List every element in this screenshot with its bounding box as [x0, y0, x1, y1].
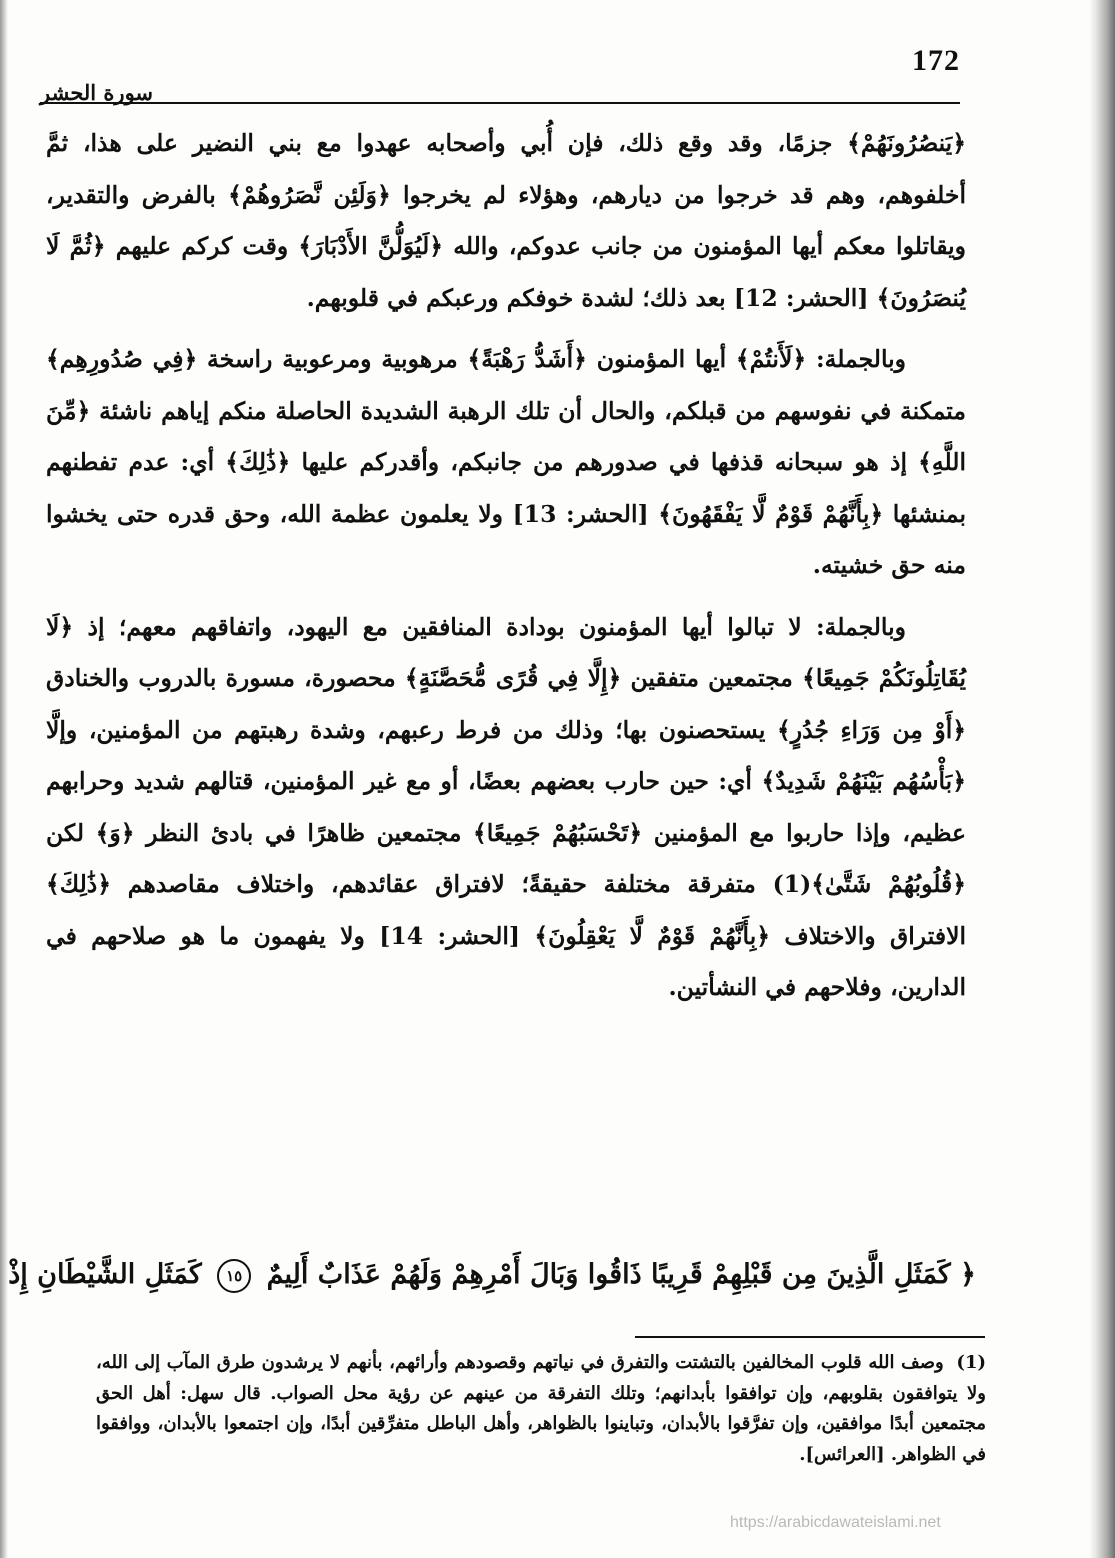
footnote-marker: (1)	[956, 1352, 986, 1373]
paragraph-2: وبالجملة: ﴿لَأَنتُمْ﴾ أيها المؤمنون ﴿أَشَدُّ رَهْبَةً﴾ مرهوبية ومرعوبية راسخة ﴿فِي صُدُورِهِم﴾ متمكنة في نفوسهم من قبلكم، والحال أن تلك الرهبة الشديدة الحاصلة منكم إياهم ناشئة ﴿مِّنَ اللَّهِ﴾ إذ هو سبحانه قذفها في صدورهم من جانبكم، وأقدركم عليها ﴿ذَٰلِكَ﴾ أي: عدم تفطنهم بمنشئها ﴿بِأَنَّهُمْ قَوْمٌ لَّا يَفْقَهُونَ﴾ [الحشر: 13] ولا يعلمون عظمة الله، وحق قدره حتى يخشوا منه حق خشيته.	[46, 345, 967, 579]
quran-verse-line	[8, 1244, 976, 1306]
scan-shadow-left	[0, 0, 8, 1558]
tafsir-body	[46, 118, 966, 1024]
scan-shadow-right	[1089, 0, 1115, 1558]
page-number: 172	[912, 44, 960, 77]
verse-number-badge: ١٥	[217, 1259, 251, 1293]
site-watermark: https://arabicdawateislami.net	[730, 1514, 941, 1531]
paragraph-1: ﴿يَنصُرُونَهُمْ﴾ جزمًا، وقد وقع ذلك، فإن أُبي وأصحابه عهدوا مع بني النضير على هذا، ثمَّ أخلفوهم، وهم قد خرجوا من ديارهم، وهؤلاء لم يخرجوا ﴿وَلَئِن نَّصَرُوهُمْ﴾ بالفرض والتقدير، ويقاتلوا معكم أيها المؤمنون من جانب عدوكم، والله ﴿لَيُوَلُّنَّ الأَدْبَارَ﴾ وقت كركم عليهم ﴿ثُمَّ لَا يُنصَرُونَ﴾ [الحشر: 12] بعد ذلك؛ لشدة خوفكم ورعبكم في قلوبهم.	[46, 129, 966, 312]
footnote	[96, 1348, 986, 1470]
page-header	[40, 38, 960, 108]
verse-text-before: ﴿ كَمَثَلِ الَّذِينَ مِن قَبْلِهِمْ قَرِيبًا ذَاقُوا وَبَالَ أَمْرِهِمْ وَلَهُمْ عَذَابٌ أَلِيمٌ	[266, 1259, 976, 1290]
footnote-divider	[635, 1336, 985, 1338]
header-divider	[40, 102, 960, 104]
paragraph-3: وبالجملة: لا تبالوا أيها المؤمنون بودادة المنافقين مع اليهود، واتفاقهم معهم؛ إذ ﴿لَا يُقَاتِلُونَكُمْ جَمِيعًا﴾ مجتمعين متفقين ﴿إِلَّا فِي قُرًى مُّحَصَّنَةٍ﴾ محصورة، مسورة بالدروب والخنادق ﴿أَوْ مِن وَرَاءِ جُدُرٍ﴾ يستحصنون بها؛ وذلك من فرط رعبهم، وشدة رهبتهم من المؤمنين، وإلَّا ﴿بَأْسُهُم بَيْنَهُمْ شَدِيدٌ﴾ أي: حين حارب بعضهم بعضًا، أو مع غير المؤمنين، قتالهم شديد وحرابهم عظيم، وإذا حاربوا مع المؤمنين ﴿تَحْسَبُهُمْ جَمِيعًا﴾ مجتمعين ظاهرًا في بادئ النظر ﴿وَ﴾ لكن ﴿قُلُوبُهُمْ شَتَّىٰ﴾(1) متفرقة مختلفة حقيقةً؛ لافتراق عقائدهم، واختلاف مقاصدهم ﴿ذَٰلِكَ﴾ الافتراق والاختلاف ﴿بِأَنَّهُمْ قَوْمٌ لَّا يَعْقِلُونَ﴾ [الحشر: 14] ولا يفهمون ما هو صلاحهم في الدارين، وفلاحهم في النشأتين.	[46, 612, 966, 1001]
footnote-text: وصف الله قلوب المخالفين بالتشتت والتفرق في نياتهم وقصودهم وأرائهم، بأنهم لا يرشدون طرق المآب إلى الله، ولا يتوافقون بقلوبهم، وإن توافقوا بأبدانهم؛ وتلك التفرقة من عينهم عن رؤية محل الصواب. قال سهل: أهل الحق مجتمعين أبدًا موافقين، وإن تفرَّقوا بالأبدان، وتباينوا بالظواهر، وأهل الباطل متفرِّقين أبدًا، وإن اجتمعوا بالأبدان، ووافقوا في الظواهر. [العرائس].	[96, 1352, 986, 1465]
verse-text-after: كَمَثَلِ الشَّيْطَانِ إِذْ	[8, 1259, 202, 1290]
surah-title: سورة الحشر	[40, 80, 154, 105]
